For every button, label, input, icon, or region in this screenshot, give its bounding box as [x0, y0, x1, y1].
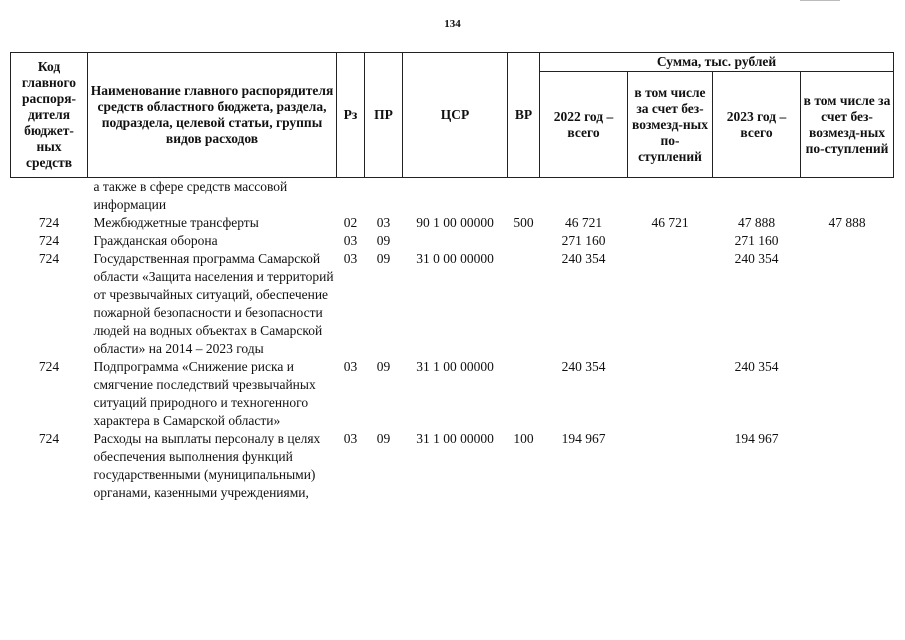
cell-vr: 500	[513, 215, 534, 230]
cell-2023-free	[801, 358, 894, 430]
page-number: 134	[444, 18, 461, 30]
cell-pr: 03	[376, 215, 391, 230]
cell-code: 724	[38, 251, 60, 266]
cell-name: Гражданская оборона	[93, 233, 218, 248]
cell-vr	[508, 358, 540, 430]
cell-pr: 09	[376, 359, 391, 374]
cell-name: Подпрограмма «Снижение риска и смягчение последствий чрезвычайных ситуаций природного и техногенного характера в Самарской области»	[93, 359, 316, 428]
cell-csr: 31 0 00 00000	[416, 251, 494, 266]
header-csr: ЦСР	[403, 53, 508, 178]
header-sum: Сумма, тыс. рублей	[540, 53, 894, 72]
cell-2022-total	[540, 178, 628, 215]
header-code: Код главного распоря-дителя бюджет-ных средств	[11, 53, 88, 178]
cell-2022-free: 46 721	[651, 215, 689, 230]
header-rz: Рз	[337, 53, 365, 178]
cell-2023-free	[801, 250, 894, 358]
cell-2022-total: 240 354	[561, 359, 606, 374]
cell-csr: 31 1 00 00000	[416, 359, 494, 374]
cell-2022-free	[628, 250, 713, 358]
cell-code: 724	[38, 359, 60, 374]
table-row	[11, 178, 894, 215]
cell-name: Межбюджетные трансферты	[93, 215, 259, 230]
cell-2022-free	[628, 358, 713, 430]
cell-csr: 90 1 00 00000	[416, 215, 494, 230]
cell-vr	[508, 232, 540, 250]
cell-rz: 03	[343, 251, 358, 266]
table-body	[11, 178, 894, 503]
cell-2022-total: 194 967	[561, 431, 606, 446]
header-2022-total: 2022 год – всего	[540, 72, 628, 178]
cell-2022-free	[628, 232, 713, 250]
table-header	[11, 53, 894, 178]
cell-pr: 09	[376, 431, 391, 446]
table-row	[11, 250, 894, 358]
cell-rz: 02	[343, 215, 358, 230]
cell-2023-total: 194 967	[734, 431, 779, 446]
header-2023-free: в том числе за счет без-возмезд-ных по-ступлений	[801, 72, 894, 178]
cell-pr: 09	[376, 251, 391, 266]
cell-rz: 03	[343, 233, 358, 248]
cell-2023-free	[801, 232, 894, 250]
cell-rz: 03	[343, 431, 358, 446]
cell-pr: 09	[376, 233, 391, 248]
top-rule	[800, 0, 840, 1]
cell-2023-total: 271 160	[734, 233, 779, 248]
cell-2022-free	[628, 430, 713, 502]
table-row	[11, 232, 894, 250]
cell-code	[11, 178, 88, 215]
table-row	[11, 430, 894, 502]
cell-vr	[508, 178, 540, 215]
cell-name: Государственная программа Самарской области «Защита населения и территорий от чрезвычайных ситуаций, обеспечение пожарной безопасности и безопасности людей на водных объектах в Самарской области» на 2014 – 2023 годы	[93, 251, 334, 356]
cell-csr	[403, 232, 508, 250]
cell-pr	[365, 178, 403, 215]
header-pr: ПР	[365, 53, 403, 178]
cell-name: а также в сфере средств массовой информации	[93, 179, 288, 212]
cell-2022-total: 271 160	[561, 233, 606, 248]
header-vr: ВР	[508, 53, 540, 178]
cell-2023-free: 47 888	[828, 215, 866, 230]
budget-table	[10, 52, 894, 502]
header-2023-total: 2023 год – всего	[713, 72, 801, 178]
header-2022-free: в том числе за счет без-возмезд-ных по-ступлений	[628, 72, 713, 178]
cell-rz: 03	[343, 359, 358, 374]
cell-code: 724	[38, 215, 60, 230]
cell-2023-free	[801, 178, 894, 215]
cell-vr: 100	[513, 431, 534, 446]
cell-2023-total: 240 354	[734, 251, 779, 266]
table-row	[11, 358, 894, 430]
cell-rz	[337, 178, 365, 215]
cell-code: 724	[38, 431, 60, 446]
cell-2022-free	[628, 178, 713, 215]
header-name: Наименование главного распорядителя средств областного бюджета, раздела, подраздела, целевой статьи, группы видов расходов	[88, 53, 337, 178]
table-row	[11, 214, 894, 232]
cell-csr	[403, 178, 508, 215]
cell-2023-free	[801, 430, 894, 502]
cell-vr	[508, 250, 540, 358]
cell-name: Расходы на выплаты персоналу в целях обеспечения выполнения функций государственными (муниципальными) органами, казенными учреждениями,	[93, 431, 321, 500]
cell-2023-total	[713, 178, 801, 215]
cell-2022-total: 46 721	[564, 215, 603, 230]
cell-2022-total: 240 354	[561, 251, 606, 266]
cell-code: 724	[38, 233, 60, 248]
cell-csr: 31 1 00 00000	[416, 431, 494, 446]
cell-2023-total: 47 888	[737, 215, 776, 230]
cell-2023-total: 240 354	[734, 359, 779, 374]
